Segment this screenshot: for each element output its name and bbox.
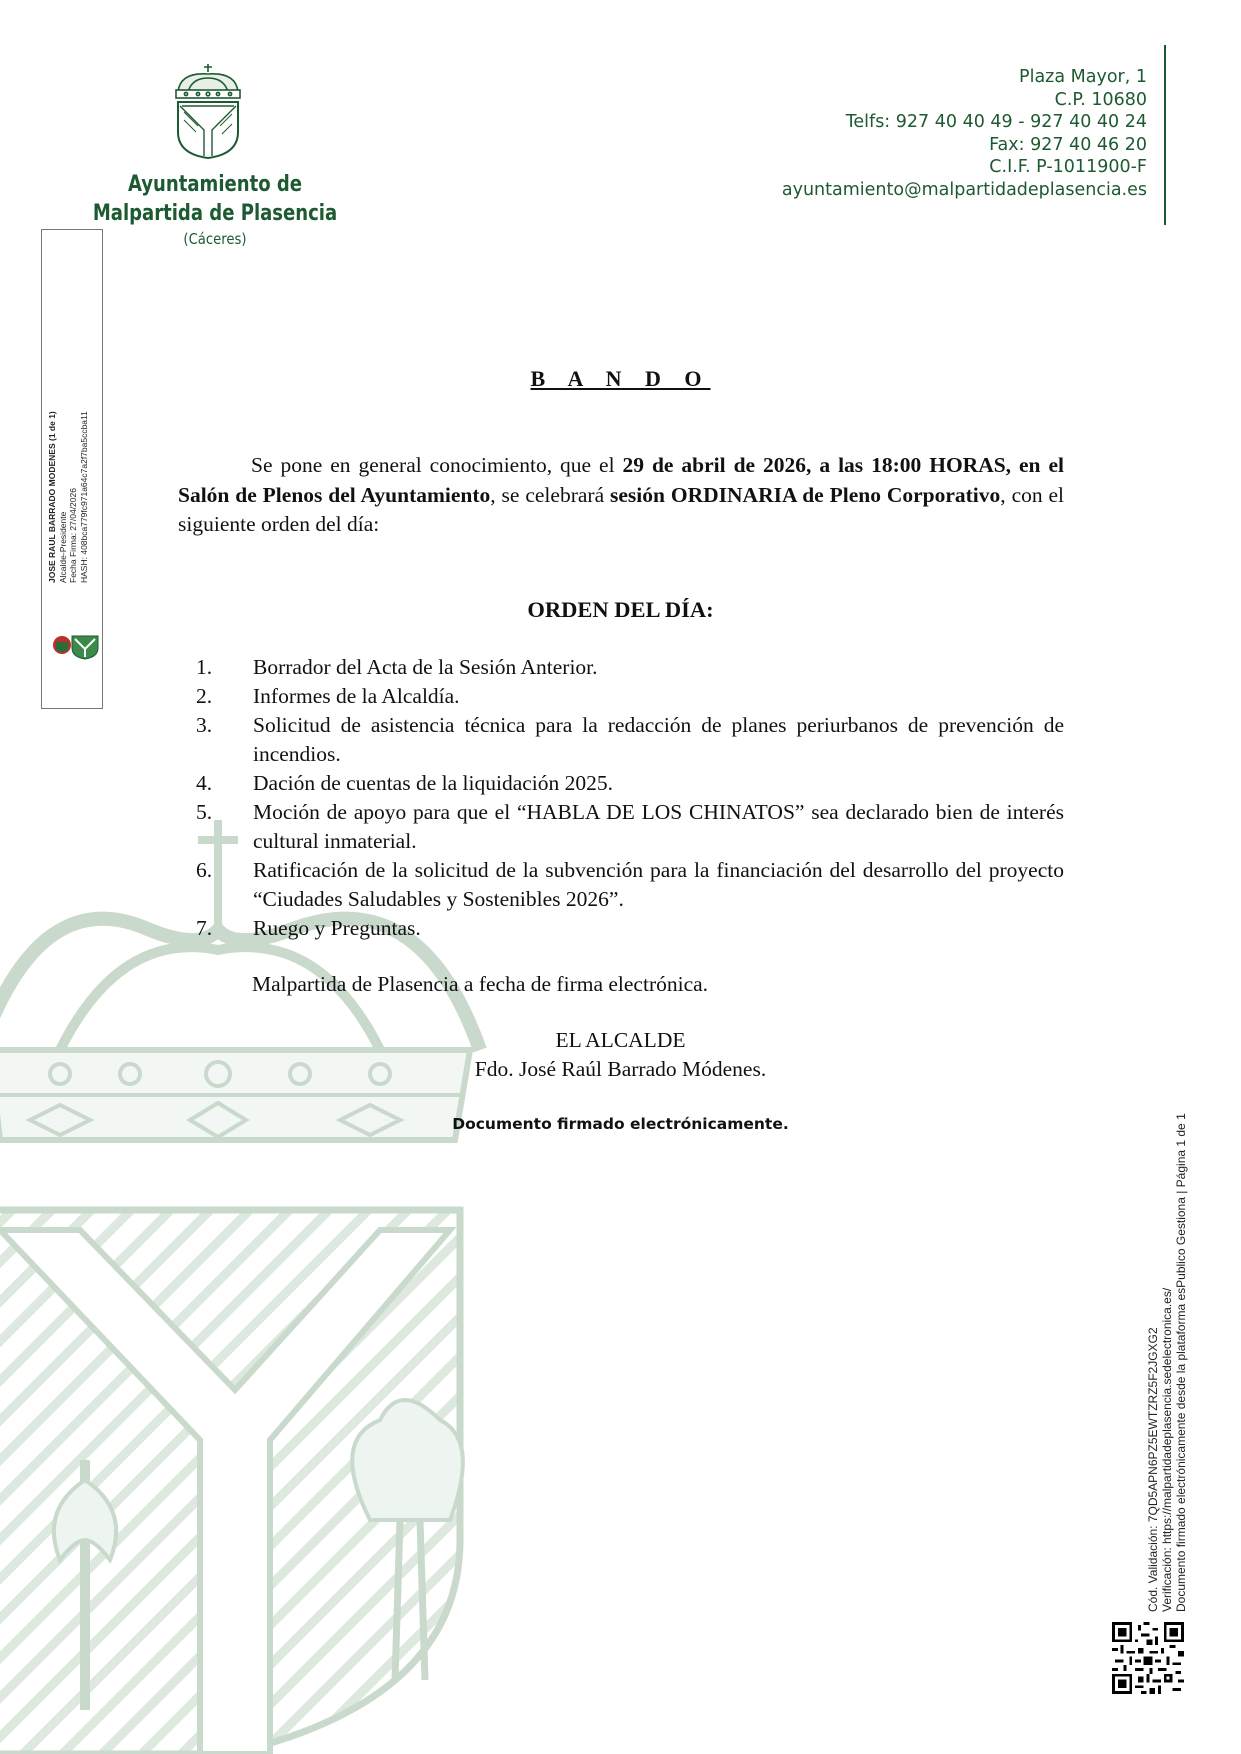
intro-paragraph — [178, 451, 1064, 540]
organization-province: (Cáceres) — [183, 230, 247, 248]
intro-session-type: sesión ORDINARIA de Pleno Corporativo — [610, 482, 1001, 507]
signature-hash: HASH: 408bca779fc971a64c7a2f7ba5ccba11 — [78, 411, 89, 583]
agenda-item-text: Ruego y Preguntas. — [253, 916, 421, 940]
agenda-item-number: 2. — [196, 684, 213, 708]
agenda-item-text: Informes de la Alcaldía. — [253, 684, 460, 708]
header-divider — [1164, 45, 1166, 225]
agenda-item-text: Ratificación de la solicitud de la subvención para la financiación del desarrollo del proyecto “Ciudades Saludables y Sostenibles 2026”. — [253, 858, 1064, 911]
platform-note: Documento firmado electrónicamente desde la plataforma esPublico Gestiona | Página 1 de 1 — [1174, 1113, 1188, 1612]
intro-text-2: , se celebrará — [490, 482, 611, 507]
document-title: B A N D O — [530, 366, 711, 391]
address: Plaza Mayor, 1 — [1019, 67, 1147, 87]
agenda-title: ORDEN DEL DÍA: — [527, 597, 714, 622]
intro-text-3: , con el siguiente orden del día: — [178, 482, 1065, 536]
agenda-item-number: 7. — [196, 916, 213, 940]
coat-of-arms-logo — [170, 62, 246, 160]
signer-name-stamp: JOSE RAUL BARRADO MODENES (1 de 1) — [47, 411, 57, 583]
agenda-item-number: 3. — [196, 713, 213, 737]
intro-date-location: 29 de abril de 2026, a las 18:00 HORAS, en el Salón de Plenos del Ayuntamiento — [178, 453, 1064, 507]
signer-role: EL ALCALDE — [555, 1028, 686, 1052]
electronic-signature-note: Documento firmado electrónicamente. — [452, 1115, 789, 1133]
organization-name-line2: Malpartida de Plasencia — [92, 201, 338, 226]
signer-role-stamp: Alcalde-Presidente — [57, 511, 68, 583]
signature-date: Fecha Firma: 27/04/2026 — [68, 488, 78, 583]
signer-name: Fdo. José Raúl Barrado Módenes. — [474, 1057, 767, 1081]
agenda-item-text: Solicitud de asistencia técnica para la redacción de planes periurbanos de prevención de incendios. — [253, 713, 1064, 766]
postal-code: C.P. 10680 — [1054, 89, 1147, 110]
intro-text-1: Se pone en general conocimiento, que el — [251, 453, 623, 477]
validation-code: Cód. Validación: 7QD5APN6PZ5EWTZRZ5F2JGXG2 — [1146, 1327, 1160, 1612]
cif: C.I.F. P-1011900-F — [989, 157, 1147, 178]
verification-text — [1146, 1113, 1188, 1612]
agenda-item-text: Moción de apoyo para que el “HABLA DE LOS CHINATOS” sea declarado bien de interés cultural inmaterial. — [253, 800, 1064, 853]
qr-code-icon[interactable] — [1112, 1622, 1184, 1694]
signature-seal-icon — [50, 630, 100, 660]
email-link[interactable]: ayuntamiento@malpartidadeplasencia.es — [781, 179, 1147, 200]
agenda-item-number: 5. — [196, 800, 213, 824]
verification-url[interactable]: Verificación: https://malpartidadeplasencia.sedelectronica.es/ — [1160, 1287, 1174, 1612]
agenda-item-text: Dación de cuentas de la liquidación 2025. — [253, 771, 614, 795]
agenda-item-number: 4. — [196, 771, 213, 795]
phones: Telfs: 927 40 40 49 - 927 40 40 24 — [845, 112, 1147, 133]
agenda-item-number: 1. — [196, 655, 213, 679]
organization-name-line1: Ayuntamiento de — [127, 172, 303, 197]
contact-block — [782, 66, 1147, 202]
agenda-item-text: Borrador del Acta de la Sesión Anterior. — [253, 655, 598, 679]
agenda-item-number: 6. — [196, 858, 213, 882]
fax: Fax: 927 40 46 20 — [989, 134, 1147, 155]
place-and-date: Malpartida de Plasencia a fecha de firma electrónica. — [252, 972, 709, 996]
coat-of-arms-watermark — [0, 820, 500, 1754]
